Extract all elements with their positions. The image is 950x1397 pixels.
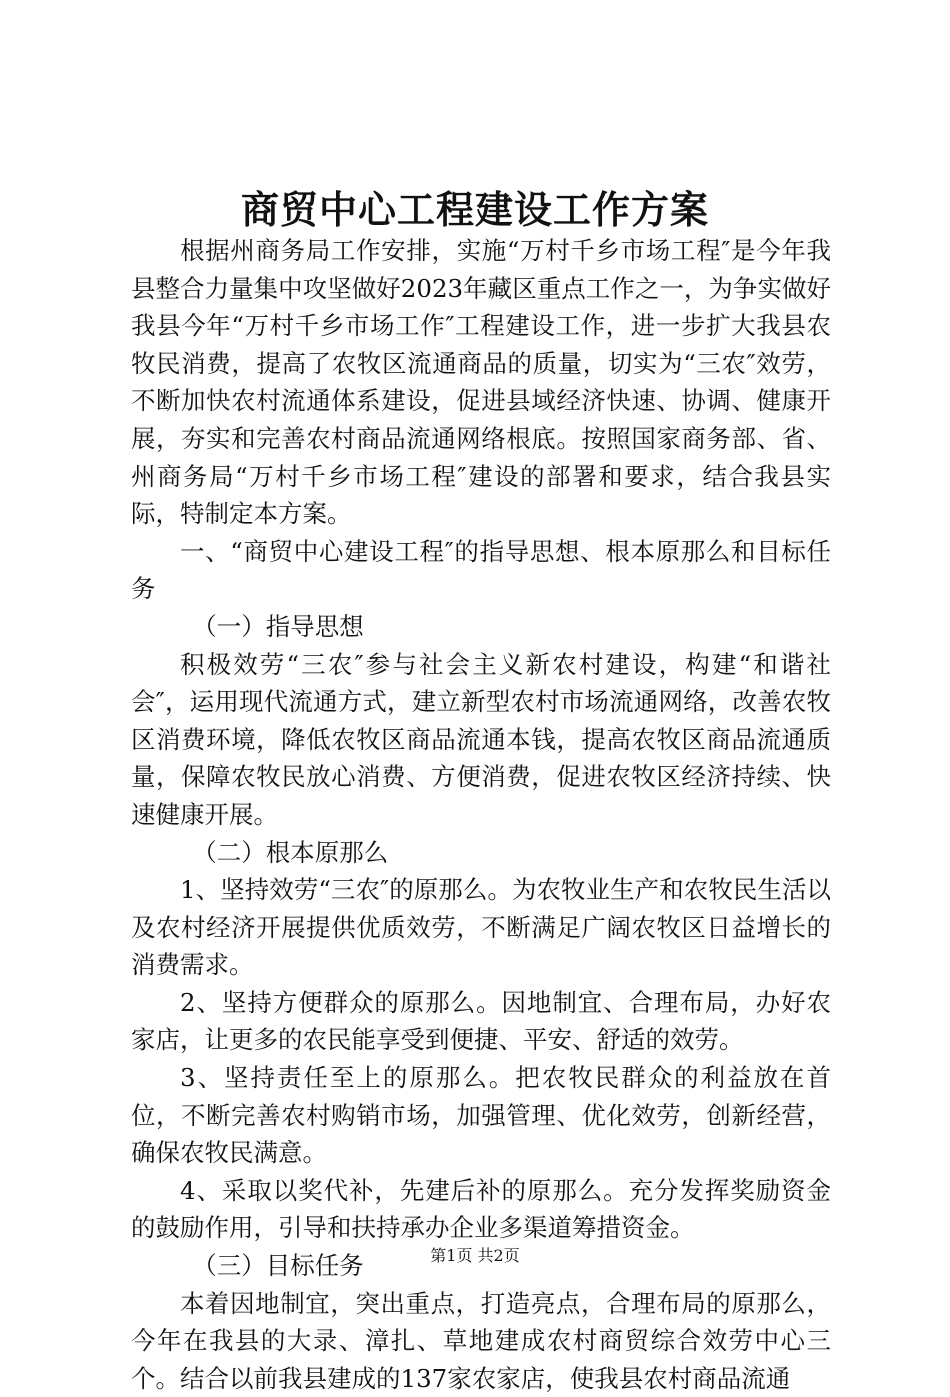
paragraph-principle-2: 2、坚持方便群众的原那么。因地制宜、合理布局，办好农家店，让更多的农民能享受到便捷、平安、舒适的效劳。: [131, 987, 831, 1055]
subsection-heading-target-tasks: （三）目标任务: [192, 1251, 364, 1281]
subsection-heading-basic-principles: （二）根本原那么: [192, 837, 389, 867]
paragraph-target-tasks: 本着因地制宜，突出重点，打造亮点，合理布局的原那么，今年在我县的大录、漳扎、草地建成农村商贸综合效劳中心三个。结合以前我县建成的137家农家店，使我县农村商品流通: [131, 1288, 831, 1393]
document-body: [131, 232, 831, 1397]
page-number-footer: 第1页 共2页: [430, 1246, 520, 1265]
paragraph-guiding-ideology: 积极效劳“三农″参与社会主义新农村建设，构建“和谐社会″，运用现代流通方式，建立新型农村市场流通网络，改善农牧区消费环境，降低农牧区商品流通本钱，提高农牧区商品流通质量，保障农牧民放心消费、方便消费，促进农牧区经济持续、快速健康开展。: [131, 649, 831, 829]
document-title: 商贸中心工程建设工作方案: [240, 187, 709, 232]
subsection-heading-guiding-ideology: （一）指导思想: [192, 611, 364, 641]
paragraph-principle-3: 3、坚持责任至上的原那么。把农牧民群众的利益放在首位，不断完善农村购销市场，加强管理、优化效劳，创新经营，确保农牧民满意。: [131, 1063, 831, 1168]
paragraph-intro: 根据州商务局工作安排，实施“万村千乡市场工程″是今年我县整合力量集中攻坚做好2023年藏区重点工作之一，为争实做好我县今年“万村千乡市场工作″工程建设工作，进一步扩大我县农牧民消费，提高了农牧区流通商品的质量，切实为“三农″效劳，不断加快农村流通体系建设，促进县域经济快速、协调、健康开展，夯实和完善农村商品流通网络根底。按照国家商务部、省、州商务局“万村千乡市场工程″建设的部署和要求，结合我县实际，特制定本方案。: [131, 236, 831, 529]
paragraph-principle-4: 4、采取以奖代补，先建后补的原那么。充分发挥奖励资金的鼓励作用，引导和扶持承办企业多渠道筹措资金。: [131, 1175, 831, 1243]
paragraph-principle-1: 1、坚持效劳“三农″的原那么。为农牧业生产和农牧民生活以及农村经济开展提供优质效劳，不断满足广阔农牧区日益增长的消费需求。: [131, 875, 831, 980]
section-heading-1: 一、“商贸中心建设工程″的指导思想、根本原那么和目标任务: [131, 536, 831, 604]
